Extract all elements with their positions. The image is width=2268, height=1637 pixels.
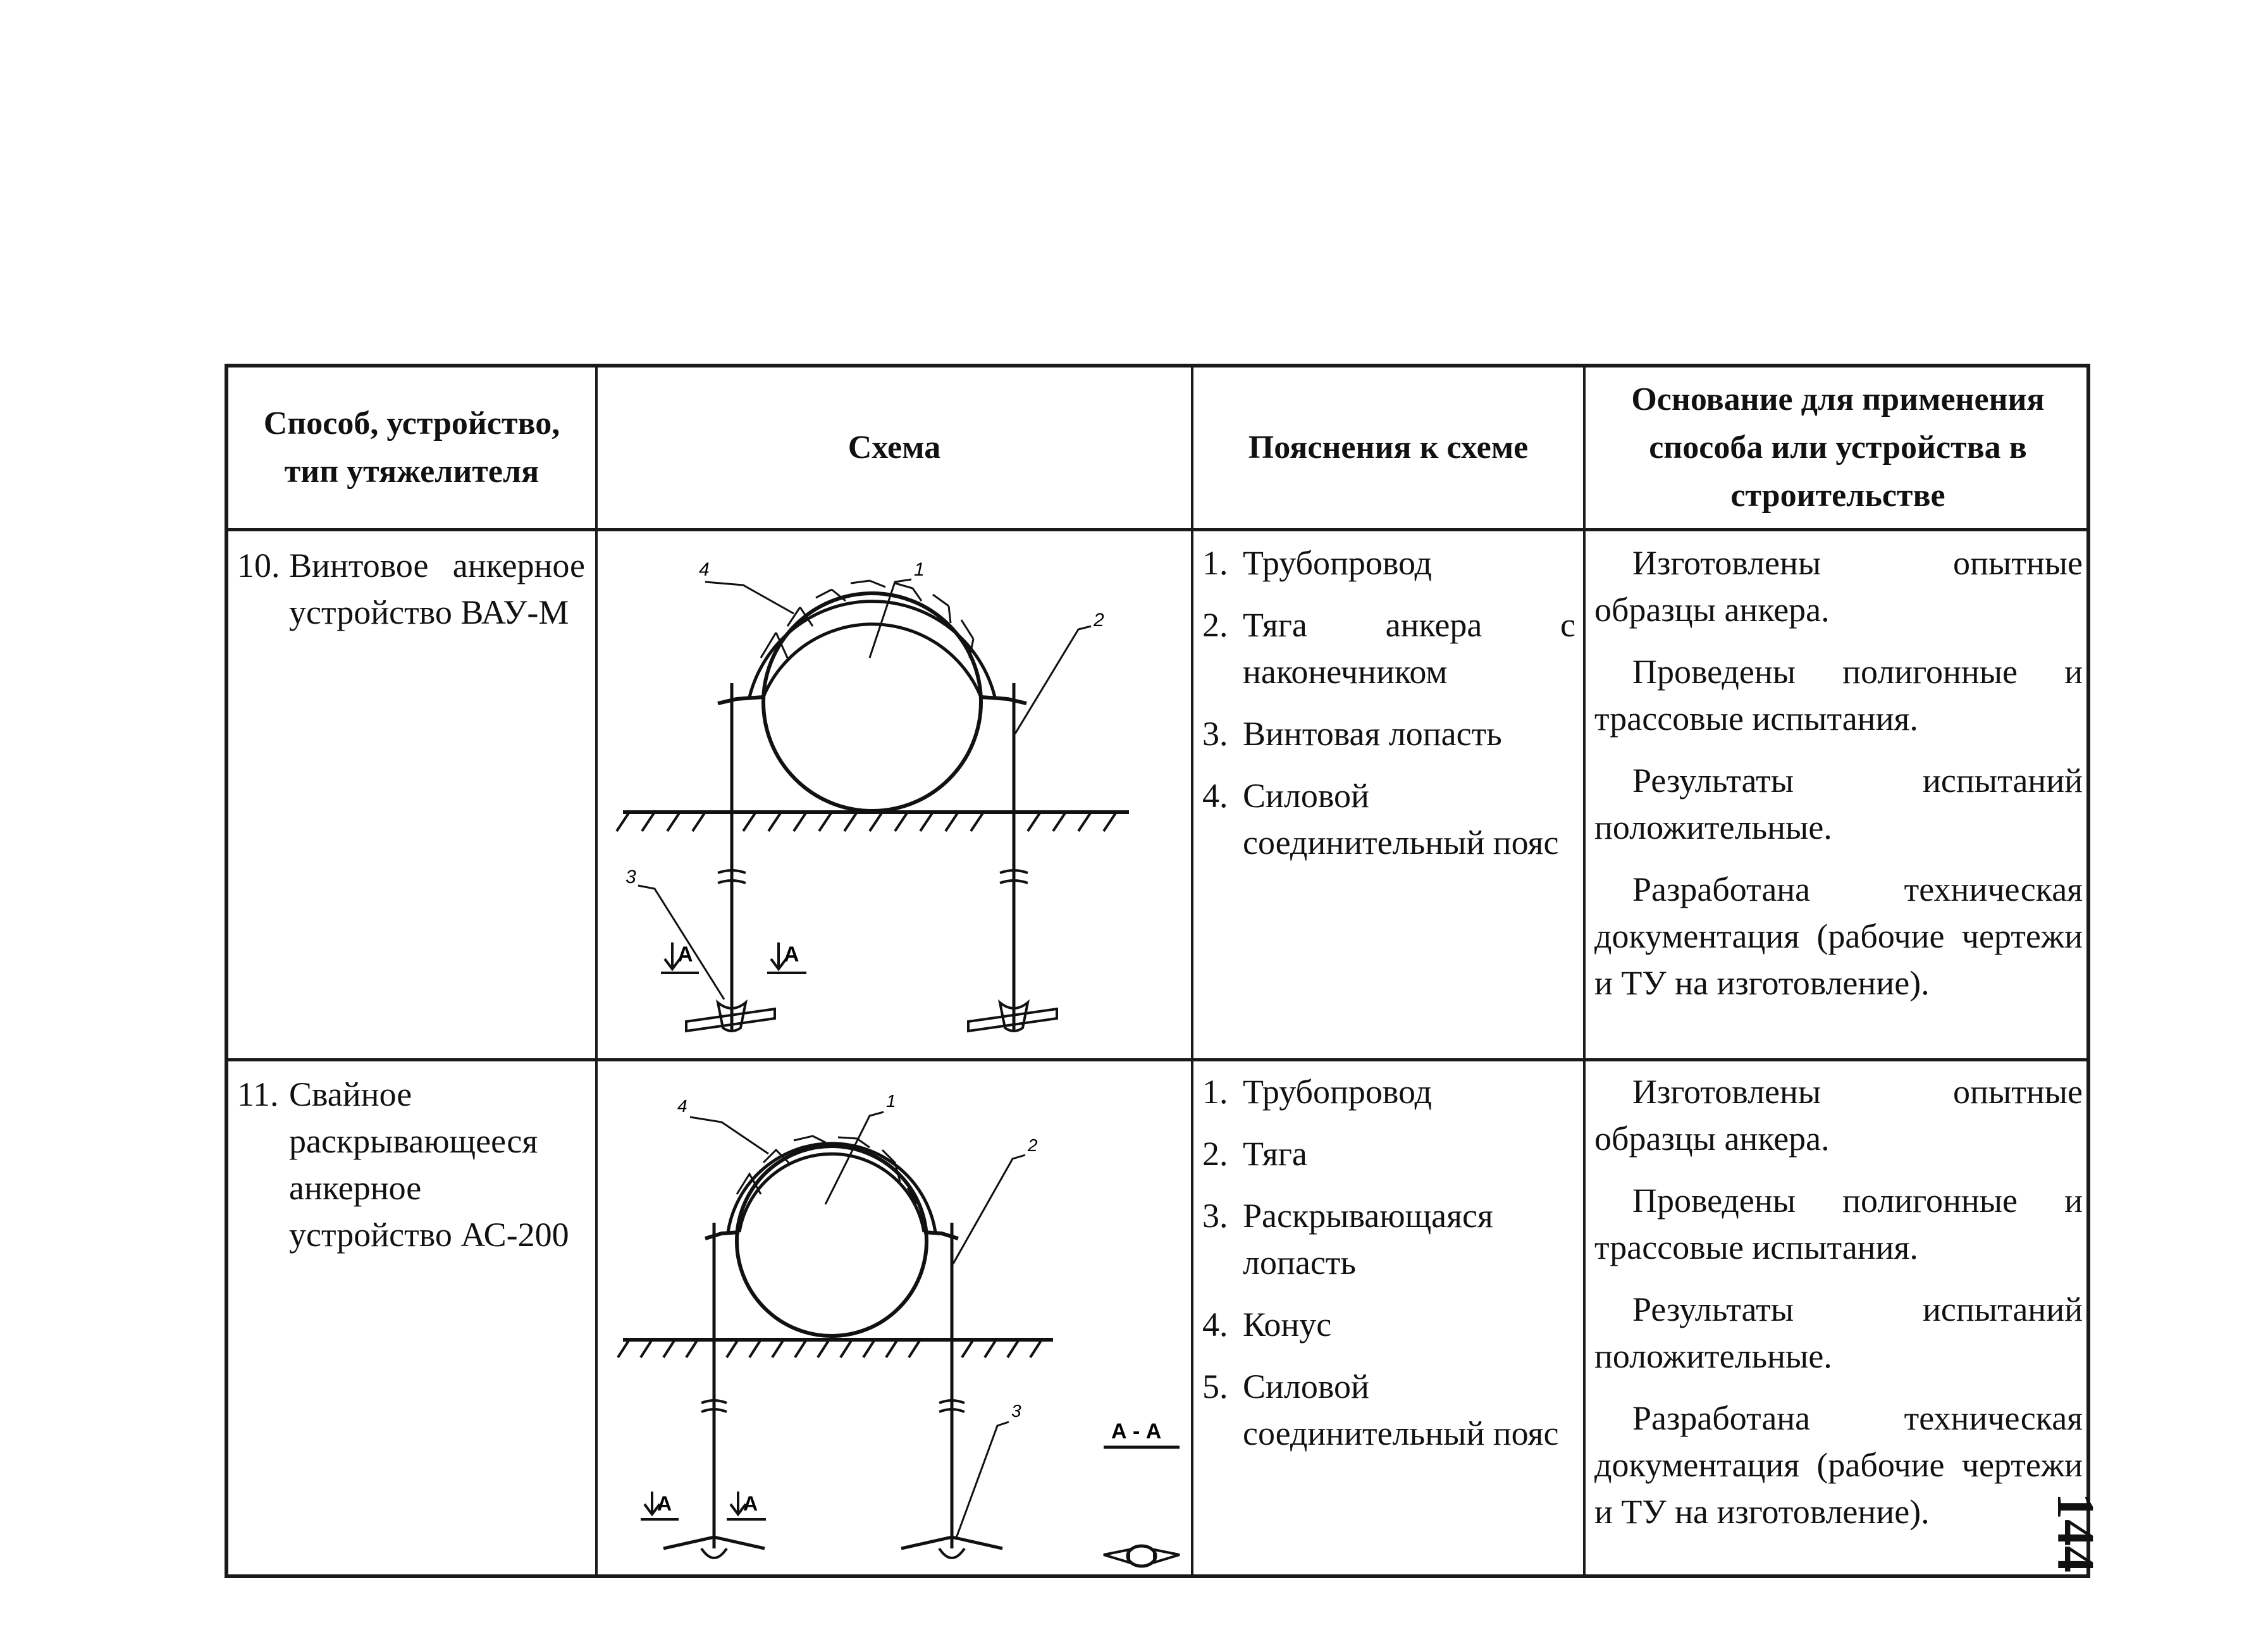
label-4: 4 [677, 1096, 687, 1116]
row-10-explanations [1202, 540, 1575, 881]
anchor-as-200-diagram [598, 1061, 1191, 1575]
explanation-item: 2. Тяга [1202, 1135, 1307, 1173]
explanation-item: 4. Конус [1202, 1306, 1332, 1344]
column-divider [1583, 368, 1586, 1574]
section-label: А [677, 942, 693, 967]
row-10-scheme [598, 531, 1191, 1058]
explanation-item: 1. Трубопровод [1202, 1073, 1432, 1111]
row-11-explanations [1202, 1068, 1575, 1472]
header-explanations: Пояснения к схеме [1248, 429, 1529, 466]
anchor-devices-table [225, 364, 2090, 1578]
method-name: Винтовое анкерное устройство ВАУ-М [289, 547, 585, 631]
label-3: 3 [1011, 1401, 1021, 1421]
explanation-item: 1. Трубопровод [1202, 544, 1432, 582]
basis-paragraph: Изготовлены опытные образцы анкера. [1594, 544, 2083, 629]
explanation-item: 2. Тяга анкера с наконечником [1202, 606, 1575, 691]
label-1: 1 [886, 1091, 896, 1111]
basis-paragraph: Результаты испытаний положительные. [1594, 1290, 2083, 1375]
basis-paragraph: Разработана техническая документация (рабочие чертежи и ТУ на изготовление). [1594, 870, 2083, 1002]
explanation-item: 3. Раскрывающаяся лопасть [1202, 1197, 1493, 1282]
basis-paragraph: Изготовлены опытные образцы анкера. [1594, 1073, 2083, 1158]
section-label: А [657, 1492, 672, 1515]
explanation-item: 3. Винтовая лопасть [1202, 715, 1502, 753]
row-11-scheme [598, 1061, 1191, 1575]
label-3: 3 [626, 867, 636, 887]
label-2: 2 [1028, 1135, 1038, 1155]
label-4: 4 [699, 559, 710, 580]
label-2: 2 [1094, 610, 1104, 631]
basis-paragraph: Проведены полигонные и трассовые испытания. [1594, 653, 2083, 738]
header-basis: Основание для применения способа или устройства в строительстве [1631, 381, 2045, 514]
row-number: 10. [237, 547, 280, 584]
column-divider [1191, 368, 1193, 1574]
row-number: 11. [237, 1075, 279, 1113]
row-11-method [237, 1071, 585, 1258]
section-view-title: А - А [1111, 1419, 1162, 1443]
explanation-item: 5. Силовой соединительный пояс [1202, 1368, 1559, 1452]
row-10-basis [1594, 540, 2083, 1022]
page-number: 144 [2046, 1493, 2105, 1572]
basis-paragraph: Проведены полигонные и трассовые испытания. [1594, 1182, 2083, 1266]
header-method: Способ, устройство, тип утяжелителя [263, 405, 560, 490]
row-11-basis [1594, 1068, 2083, 1550]
basis-paragraph: Результаты испытаний положительные. [1594, 762, 2083, 846]
section-label: А [784, 942, 799, 967]
label-1: 1 [914, 559, 925, 580]
method-name: Свайное раскрывающееся анкерное устройство АС-200 [289, 1075, 569, 1254]
header-scheme: Схема [847, 429, 941, 466]
row-10-method [237, 542, 585, 636]
section-label: А [743, 1492, 758, 1515]
anchor-vau-m-diagram [598, 531, 1191, 1058]
basis-paragraph: Разработана техническая документация (рабочие чертежи и ТУ на изготовление). [1594, 1399, 2083, 1531]
explanation-item: 4. Силовой соединительный пояс [1202, 777, 1559, 862]
